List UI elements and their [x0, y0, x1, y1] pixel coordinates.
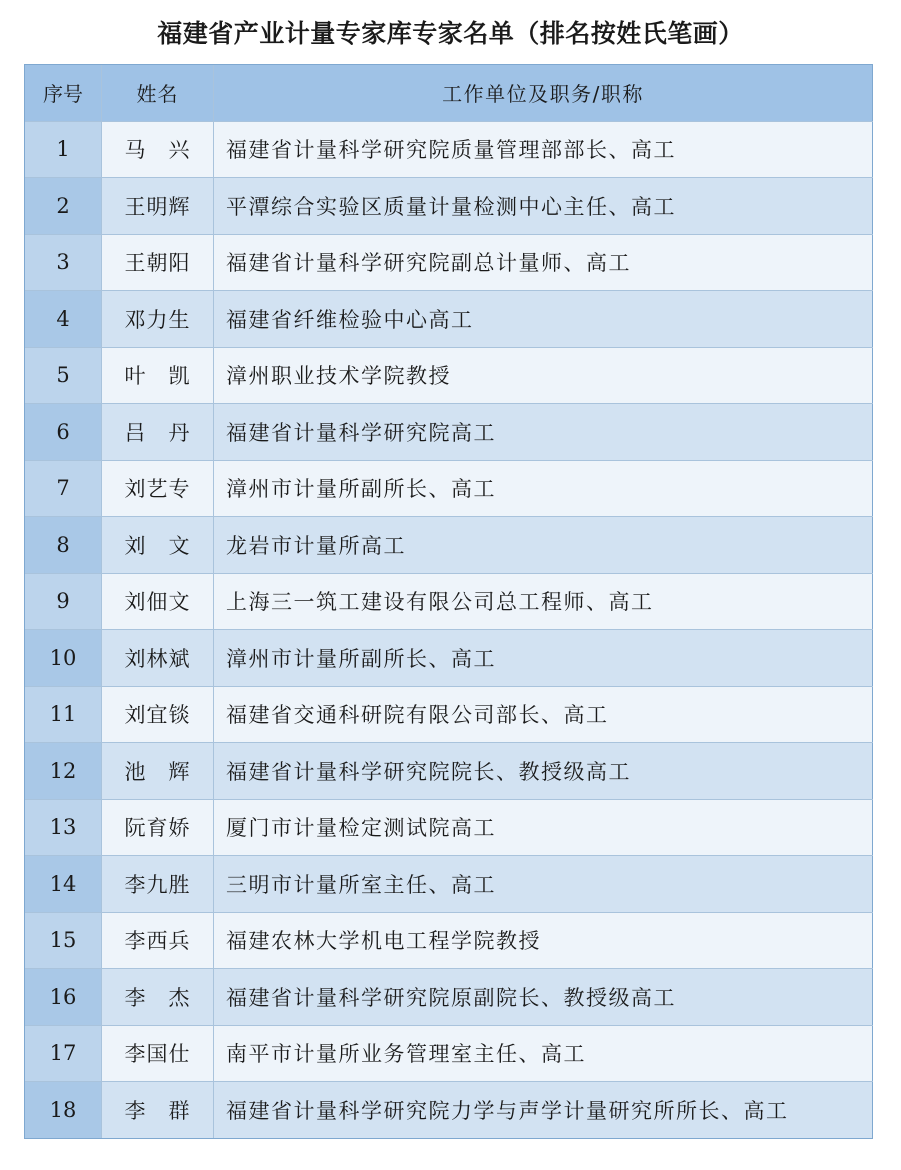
row-no: 3	[25, 235, 102, 291]
row-unit: 漳州职业技术学院教授	[214, 348, 873, 404]
row-name: 李九胜	[102, 856, 214, 912]
table-row	[25, 1026, 873, 1083]
header-no: 序号	[25, 65, 102, 121]
row-unit: 福建省计量科学研究院原副院长、教授级高工	[214, 969, 873, 1025]
row-unit: 福建省计量科学研究院质量管理部部长、高工	[214, 122, 873, 178]
row-unit: 漳州市计量所副所长、高工	[214, 630, 873, 686]
table-row	[25, 348, 873, 405]
table-row	[25, 291, 873, 348]
row-no: 7	[25, 461, 102, 517]
row-no: 6	[25, 404, 102, 460]
row-no: 10	[25, 630, 102, 686]
row-no: 15	[25, 913, 102, 969]
row-no: 4	[25, 291, 102, 347]
row-unit: 南平市计量所业务管理室主任、高工	[214, 1026, 873, 1082]
row-name: 刘佃文	[102, 574, 214, 630]
row-unit: 厦门市计量检定测试院高工	[214, 800, 873, 856]
row-name: 刘艺专	[102, 461, 214, 517]
table-row	[25, 574, 873, 631]
row-unit: 福建省计量科学研究院院长、教授级高工	[214, 743, 873, 799]
table-header	[25, 65, 873, 122]
row-unit: 福建省纤维检验中心高工	[214, 291, 873, 347]
table-row	[25, 1082, 873, 1139]
row-no: 17	[25, 1026, 102, 1082]
row-name: 阮育娇	[102, 800, 214, 856]
row-name: 吕 丹	[102, 404, 214, 460]
row-unit: 龙岩市计量所高工	[214, 517, 873, 573]
expert-table	[24, 64, 873, 1139]
row-name: 马 兴	[102, 122, 214, 178]
row-name: 李 群	[102, 1082, 214, 1138]
header-name: 姓名	[102, 65, 214, 121]
table-body	[25, 122, 873, 1139]
page-title: 福建省产业计量专家库专家名单（排名按姓氏笔画）	[157, 19, 744, 48]
row-no: 11	[25, 687, 102, 743]
row-name: 池 辉	[102, 743, 214, 799]
row-no: 12	[25, 743, 102, 799]
row-unit: 上海三一筑工建设有限公司总工程师、高工	[214, 574, 873, 630]
row-no: 8	[25, 517, 102, 573]
row-name: 李 杰	[102, 969, 214, 1025]
table-row	[25, 913, 873, 970]
table-row	[25, 856, 873, 913]
row-unit: 福建省计量科学研究院力学与声学计量研究所所长、高工	[214, 1082, 873, 1138]
row-no: 13	[25, 800, 102, 856]
table-row	[25, 178, 873, 235]
row-unit: 福建省计量科学研究院副总计量师、高工	[214, 235, 873, 291]
row-name: 刘林斌	[102, 630, 214, 686]
row-unit: 福建农林大学机电工程学院教授	[214, 913, 873, 969]
row-no: 14	[25, 856, 102, 912]
row-name: 王明辉	[102, 178, 214, 234]
row-unit: 漳州市计量所副所长、高工	[214, 461, 873, 517]
table-row	[25, 461, 873, 518]
row-no: 1	[25, 122, 102, 178]
row-name: 叶 凯	[102, 348, 214, 404]
row-no: 16	[25, 969, 102, 1025]
table-row	[25, 743, 873, 800]
table-row	[25, 122, 873, 179]
table-row	[25, 687, 873, 744]
row-name: 李国仕	[102, 1026, 214, 1082]
row-unit: 平潭综合实验区质量计量检测中心主任、高工	[214, 178, 873, 234]
row-unit: 三明市计量所室主任、高工	[214, 856, 873, 912]
row-unit: 福建省计量科学研究院高工	[214, 404, 873, 460]
row-name: 邓力生	[102, 291, 214, 347]
row-no: 5	[25, 348, 102, 404]
table-row	[25, 800, 873, 857]
row-name: 刘 文	[102, 517, 214, 573]
row-unit: 福建省交通科研院有限公司部长、高工	[214, 687, 873, 743]
row-name: 刘宜锬	[102, 687, 214, 743]
table-row	[25, 235, 873, 292]
row-no: 2	[25, 178, 102, 234]
row-name: 王朝阳	[102, 235, 214, 291]
row-name: 李西兵	[102, 913, 214, 969]
table-row	[25, 969, 873, 1026]
row-no: 9	[25, 574, 102, 630]
table-row	[25, 630, 873, 687]
table-row	[25, 517, 873, 574]
header-unit: 工作单位及职务/职称	[214, 65, 873, 121]
row-no: 18	[25, 1082, 102, 1138]
table-row	[25, 404, 873, 461]
